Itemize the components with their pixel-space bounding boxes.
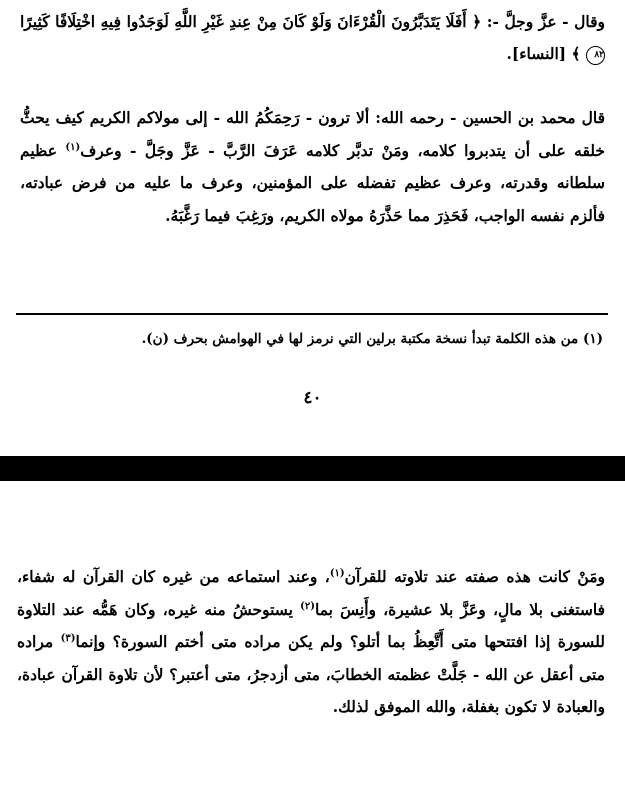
paragraph-text-part1: قال محمد بن الحسين - رحمه الله: ألا ترون - رَحِمَكُمُ الله - إلى مولاكم الكريم كيف يحثُّ خلقه على أن يتدبروا كلامه، ومَنْ تدبَّر كلامه عَرَفَ الرَّبَّ - عَزَّ وجَلَّ - وعرف: [20, 108, 606, 160]
main-paragraph: [20, 102, 605, 232]
footnote-marker: (١): [65, 141, 81, 153]
ayah-number-marker: ٨٢: [586, 46, 605, 65]
verse-intro: وقال - عزَّ وجلَّ -: ﴿ أَفَلَا يَتَدَبَّرُونَ الْقُرْءَانَ وَلَوْ كَانَ مِنْ عِندِ غَيْرِ اللَّهِ لَوَجَدُوا فِيهِ اخْتِلَافًا كَثِيرًا: [20, 12, 605, 31]
bottom-text-part3: يستوحشُ منه غيره، وكان هَمُّه عند التلاوة للسورة إذا افتتحها متى أَتَّعِظُ بما أتلو؟ ولم يكن مراده متى أختم السورة؟ وإنما: [17, 599, 605, 651]
footnote: (١) من هذه الكلمة تبدأ نسخة مكتبة برلين التي نرمز لها في الهوامش بحرف (ن).: [141, 331, 603, 347]
footnote-marker-2: (٢): [300, 600, 315, 612]
paragraph-text-part2: عظيم سلطانه وقدرته، وعرف عظيم تفضله على المؤمنين، وعرف ما عليه من فرض عبادته، فألزم نفسه الواجب، فَحَذِرَ مما حَذَّرَهُ مولاه الكريم، ورَغِبَ فيما رَغَّبَهُ.: [20, 140, 605, 225]
bottom-text-part1: ومَنْ كانت هذه صفته عند تلاوته للقرآن: [344, 567, 605, 586]
verse-reference: ﴾ [النساء].: [506, 44, 581, 63]
bottom-page: [0, 481, 625, 800]
quran-verse-block: [20, 6, 605, 70]
bottom-paragraph: [17, 561, 605, 724]
bottom-text-part2: ، وعند استماعه من غيره كان القرآن له شفاء، فاستغنى بلا مالٍ، وعَزَّ بلا عشيرة، وأَنِسَ بما: [17, 567, 605, 619]
page-number: ٤٠: [303, 388, 322, 408]
footnote-marker-3: (٣): [60, 632, 76, 644]
bottom-text-part4: مراده متى أعقل عن الله - جَلَّتْ عظمته الخطابَ، متى أزدجرُ، متى أعتبر؟ لأن تلاوة القرآن عبادة، والعبادة لا تكون بغفلة، والله الموفق لذلك.: [17, 632, 605, 716]
footnote-marker-1: (١): [329, 567, 345, 579]
footnote-divider: [16, 313, 608, 315]
page-separator-band: [0, 456, 625, 481]
